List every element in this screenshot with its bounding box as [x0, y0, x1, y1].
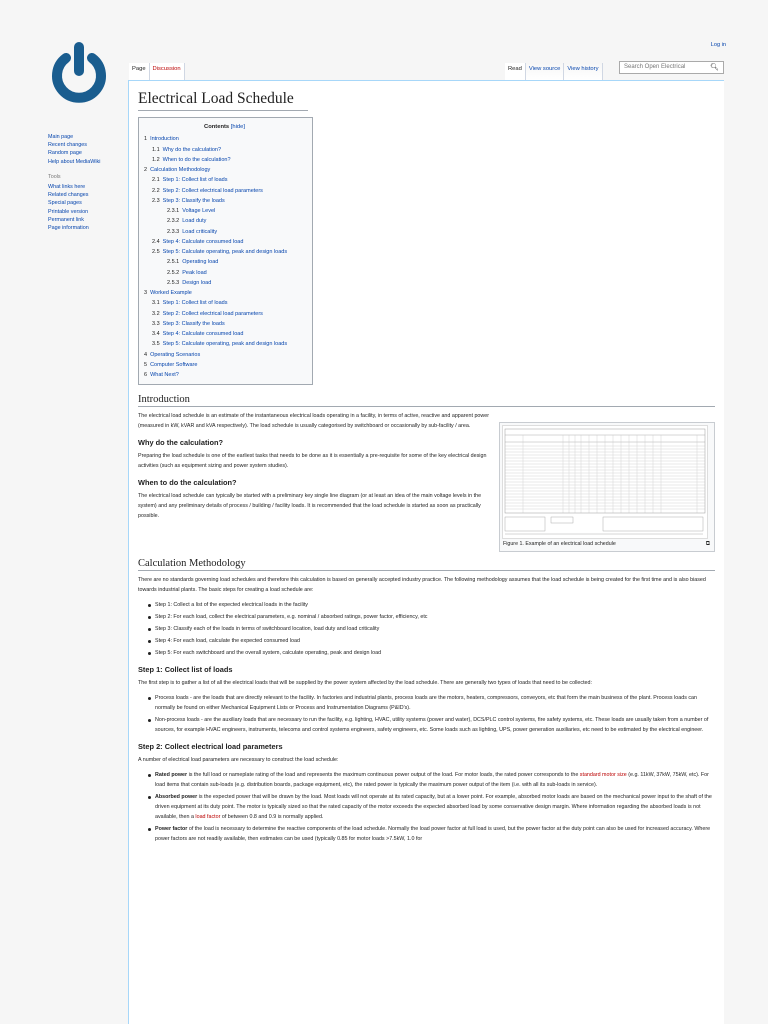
section-methodology: Calculation Methodology	[138, 558, 715, 571]
toc-entry[interactable]	[144, 339, 305, 349]
sidebar-item[interactable]: Recent changes	[48, 142, 87, 149]
toc-title: Contents [hide]	[204, 124, 245, 130]
list-item: Absorbed power is the expected power that will be drawn by the load. Most loads will not operate at its rated capacity, but at a lower point. For example, absorbed motor loads are based on the mechanical power input to the shaft of the driven equipment at its duty point. The motor is typically sized so that the rated capacity of the motor exceeds the expected absorbed load by some conservative design margin. Where information regarding the absorbed loads is not available, then a load factor of between 0.8 and 0.9 is normally applied.	[155, 792, 715, 822]
toc-text: Step 1: Collect list of loads	[162, 300, 228, 307]
list-item: Step 2: For each load, collect the electrical parameters, e.g. nominal / absorbed ratings, power factor, efficiency, etc	[155, 612, 715, 622]
sidebar-tool-item[interactable]: Printable version	[48, 208, 89, 215]
sidebar-tool-item[interactable]: Permanent link	[48, 216, 84, 223]
list-item: Step 1: Collect a list of the expected electrical loads in the facility	[155, 600, 715, 610]
page-title: Electrical Load Schedule	[138, 90, 308, 111]
toc-text: When to do the calculation?	[162, 156, 231, 163]
sidebar-tool-item[interactable]: Page information	[48, 225, 89, 232]
sidebar-item[interactable]: Main page	[48, 134, 74, 140]
toc-number: 3.4	[152, 331, 160, 337]
toc-text: Step 5: Calculate operating, peak and design loads	[162, 341, 288, 348]
toc-number: 2.5.2	[167, 269, 180, 276]
toc-list	[144, 134, 305, 380]
section-introduction: Introduction	[138, 394, 715, 407]
list-item: Step 5: For each switchboard and the overall system, calculate operating, peak and design load	[155, 648, 715, 658]
toc-number: 3.5	[152, 341, 160, 348]
toc-text: Load criticality	[182, 228, 218, 235]
toc-number: 2.2	[152, 187, 160, 194]
toc-text: Step 5: Calculate operating, peak and design loads	[162, 249, 288, 255]
method-paragraph: There are no standards governing load schedules and therefore this calculation is based on generally accepted industry practice. The following methodology assumes that the load schedule is being created for the first time and is also biased towards industrial plants. The basic steps for creating a load schedule are:	[138, 577, 706, 594]
toc-text: Step 3: Classify the loads	[162, 320, 225, 327]
toc-number: 1.1	[152, 146, 160, 153]
toc-entry[interactable]	[144, 268, 305, 278]
toc-text: Peak load	[182, 269, 207, 276]
toc-entry[interactable]	[144, 216, 305, 226]
toc-number: 3.3	[152, 320, 160, 327]
list-item: Non-process loads - are the auxiliary loads that are necessary to run the facility, e.g. lighting, HVAC, utility systems (power and water), DCS/PLC control systems, fire safety systems, etc. These loads are usually taken from a number of sources, for example HVAC engineers, instruments, telecoms and control systems engineers, safety engineers, etc. Some loads such as lighting, UPS, power generation auxiliaries, etc need to be estimated by the electrical engineer.	[155, 715, 715, 735]
toc-number: 5	[144, 361, 148, 368]
toc-text: Step 4: Calculate consumed load	[162, 331, 244, 337]
toc-number: 2.5.1	[167, 259, 180, 266]
toc-text: Why do the calculation?	[162, 146, 222, 153]
toc-number: 2.5	[152, 249, 160, 255]
toc-entry[interactable]	[144, 175, 305, 185]
toc-entry[interactable]	[144, 370, 305, 380]
toc-text: Step 1: Collect list of loads	[162, 177, 228, 184]
sidebar-item[interactable]: Random page	[48, 150, 82, 157]
toc-number: 2.4	[152, 238, 160, 245]
toc-hide-link[interactable]: [hide]	[230, 124, 245, 130]
toc-number: 1.2	[152, 156, 160, 163]
toc-entry[interactable]	[144, 360, 305, 370]
toc-text: Load duty	[182, 218, 207, 225]
sidebar-item[interactable]: Help about MediaWiki	[48, 158, 101, 165]
search-input[interactable]	[619, 61, 724, 74]
tools-heading: Tools	[48, 173, 61, 180]
toc-number: 2.3.1	[167, 208, 180, 214]
heading-why: Why do the calculation?	[138, 438, 223, 448]
toc-entry[interactable]	[144, 134, 305, 144]
toc-entry[interactable]	[144, 298, 305, 308]
toc-entry[interactable]	[144, 165, 305, 175]
toc-number: 2.3	[152, 197, 160, 204]
step2-list	[155, 770, 715, 844]
sidebar-main-nav	[48, 133, 126, 166]
tab-page[interactable]: Page	[129, 63, 150, 80]
site-logo[interactable]	[46, 38, 112, 110]
toc-number: 2	[144, 167, 148, 173]
sidebar-tools-nav	[48, 183, 126, 232]
method-steps-list	[155, 600, 715, 658]
toc-entry[interactable]	[144, 329, 305, 339]
toc-text: Voltage Level	[182, 208, 216, 214]
toc-text: Computer Software	[150, 361, 198, 368]
toc-number: 2.3.2	[167, 218, 180, 225]
toc-number: 2.1	[152, 177, 160, 184]
list-item: Process loads - are the loads that are directly relevant to the facility. In factories and industrial plants, process loads are the motors, heaters, compressors, conveyors, etc that form the main business of the plant. Process loads can normally be found on either Mechanical Equipment Lists or Process and Instrumentation Diagrams (P&ID's).	[155, 693, 715, 713]
toc-text: Step 2: Collect electrical load parameters	[162, 187, 263, 194]
toc-entry[interactable]	[144, 350, 305, 360]
sidebar-tool-item[interactable]: What links here	[48, 184, 86, 191]
namespace-tabs	[129, 63, 185, 81]
toc-entry[interactable]	[144, 155, 305, 165]
toc-entry[interactable]	[144, 206, 305, 216]
toc-text: Operating Scenarios	[150, 351, 201, 358]
table-of-contents	[138, 117, 313, 385]
toc-number: 1	[144, 136, 148, 143]
figure-image[interactable]	[502, 425, 708, 539]
enlarge-icon[interactable]: ⧉	[705, 541, 710, 548]
toc-entry[interactable]	[144, 196, 305, 206]
toc-text: Operating load	[182, 259, 219, 266]
sidebar	[48, 133, 126, 232]
login-link[interactable]: Log in	[710, 42, 726, 48]
toc-entry[interactable]	[144, 319, 305, 329]
step1-paragraph: The first step is to gather a list of all the electrical loads that will be supplied by the power system affected by the load schedule. There are generally two types of loads that need to be collected:	[138, 680, 592, 687]
toc-number: 2.5.3	[167, 279, 180, 286]
tab-discussion[interactable]: Discussion	[150, 63, 185, 80]
figure-load-schedule	[499, 422, 715, 552]
toc-entry[interactable]	[144, 309, 305, 319]
search-icon[interactable]: 🔍︎	[710, 64, 719, 71]
step1-list	[155, 693, 715, 735]
sidebar-tool-item[interactable]: Related changes	[48, 192, 89, 199]
toc-number: 2.3.3	[167, 228, 180, 235]
list-item: Rated power is the full load or nameplate rating of the load and represents the maximum continuous power output of the load. For motor loads, the rated power corresponds to the standard motor size (e.g. 11kW, 37kW, 75kW, etc). For load items that contain sub-loads (e.g. distribution boards, package equipment, etc), the rated power is typically the maximum power output of the item (i.e. with all its sub-loads in service).	[155, 770, 715, 790]
tab-view-history[interactable]: View history	[564, 63, 602, 80]
list-item: Step 3: Classify each of the loads in terms of switchboard location, load duty and load criticality	[155, 624, 715, 634]
toc-entry[interactable]	[144, 145, 305, 155]
why-paragraph: Preparing the load schedule is one of the earliest tasks that needs to be done as it is essentially a pre-requisite for some of the key electrical design activities (such as equipment sizing and power system studies).	[138, 453, 487, 470]
list-item: Power factor of the load is necessary to determine the reactive components of the load schedule. Normally the load power factor at full load is used, but the power factor at the duty point can also be used for increased accuracy. Where power factors are not readily available, then estimates can be used (typically 0.85 for motor loads >7.5kW, 1.0 for	[155, 824, 715, 844]
figure-caption: Figure 1. Example of an electrical load schedule ⧉	[503, 541, 710, 548]
tab-read[interactable]: Read	[505, 63, 526, 80]
heading-step2: Step 2: Collect electrical load parameters	[138, 742, 283, 752]
heading-step1: Step 1: Collect list of loads	[138, 665, 233, 675]
toc-text: What Next?	[150, 372, 179, 378]
toc-entry[interactable]	[144, 278, 305, 288]
toc-text: Introduction	[150, 136, 179, 143]
toc-entry[interactable]	[144, 257, 305, 267]
load-factor-link[interactable]: load factor	[195, 814, 221, 821]
toc-entry[interactable]	[144, 247, 305, 257]
step2-paragraph: A number of electrical load parameters are necessary to construct the load schedule:	[138, 757, 339, 764]
toc-text: Worked Example	[150, 290, 192, 296]
toc-text: Step 4: Calculate consumed load	[162, 238, 244, 245]
article-content	[128, 80, 724, 1024]
list-item: Step 4: For each load, calculate the expected consumed load	[155, 636, 715, 646]
toc-number: 6	[144, 372, 148, 378]
toc-number: 3.2	[152, 310, 160, 317]
heading-when: When to do the calculation?	[138, 478, 237, 488]
tab-view-source[interactable]: View source	[526, 63, 564, 80]
sidebar-tool-item[interactable]: Special pages	[48, 200, 82, 207]
when-paragraph: The electrical load schedule can typically be started with a preliminary key single line diagram (or at least an idea of the main voltage levels in the system) and any preliminary details of process / building / facility loads. It is recommended that the load schedule is started as soon as practically possible.	[138, 493, 482, 520]
toc-text: Calculation Methodology	[150, 167, 211, 173]
toc-number: 3.1	[152, 300, 160, 307]
toc-entry[interactable]	[144, 186, 305, 196]
toc-number: 4	[144, 351, 148, 358]
view-tabs	[505, 63, 603, 81]
toc-number: 3	[144, 290, 148, 296]
toc-text: Step 2: Collect electrical load parameters	[162, 310, 263, 317]
toc-entry[interactable]	[144, 288, 305, 298]
toc-text: Step 3: Classify the loads	[162, 197, 225, 204]
toc-text: Design load	[182, 279, 212, 286]
search-placeholder: Search Open Electrical	[624, 64, 686, 70]
standard-motor-size-link[interactable]: standard motor size	[579, 772, 627, 779]
toc-entry[interactable]	[144, 227, 305, 237]
toc-entry[interactable]	[144, 237, 305, 247]
intro-paragraph: The electrical load schedule is an estimate of the instantaneous electrical loads operating in a facility, in terms of active, reactive and apparent power (measured in kW, kVAR and kVA respectively). The load schedule is usually categorised by switchboard or occasionally by sub-facility / area.	[138, 413, 489, 430]
